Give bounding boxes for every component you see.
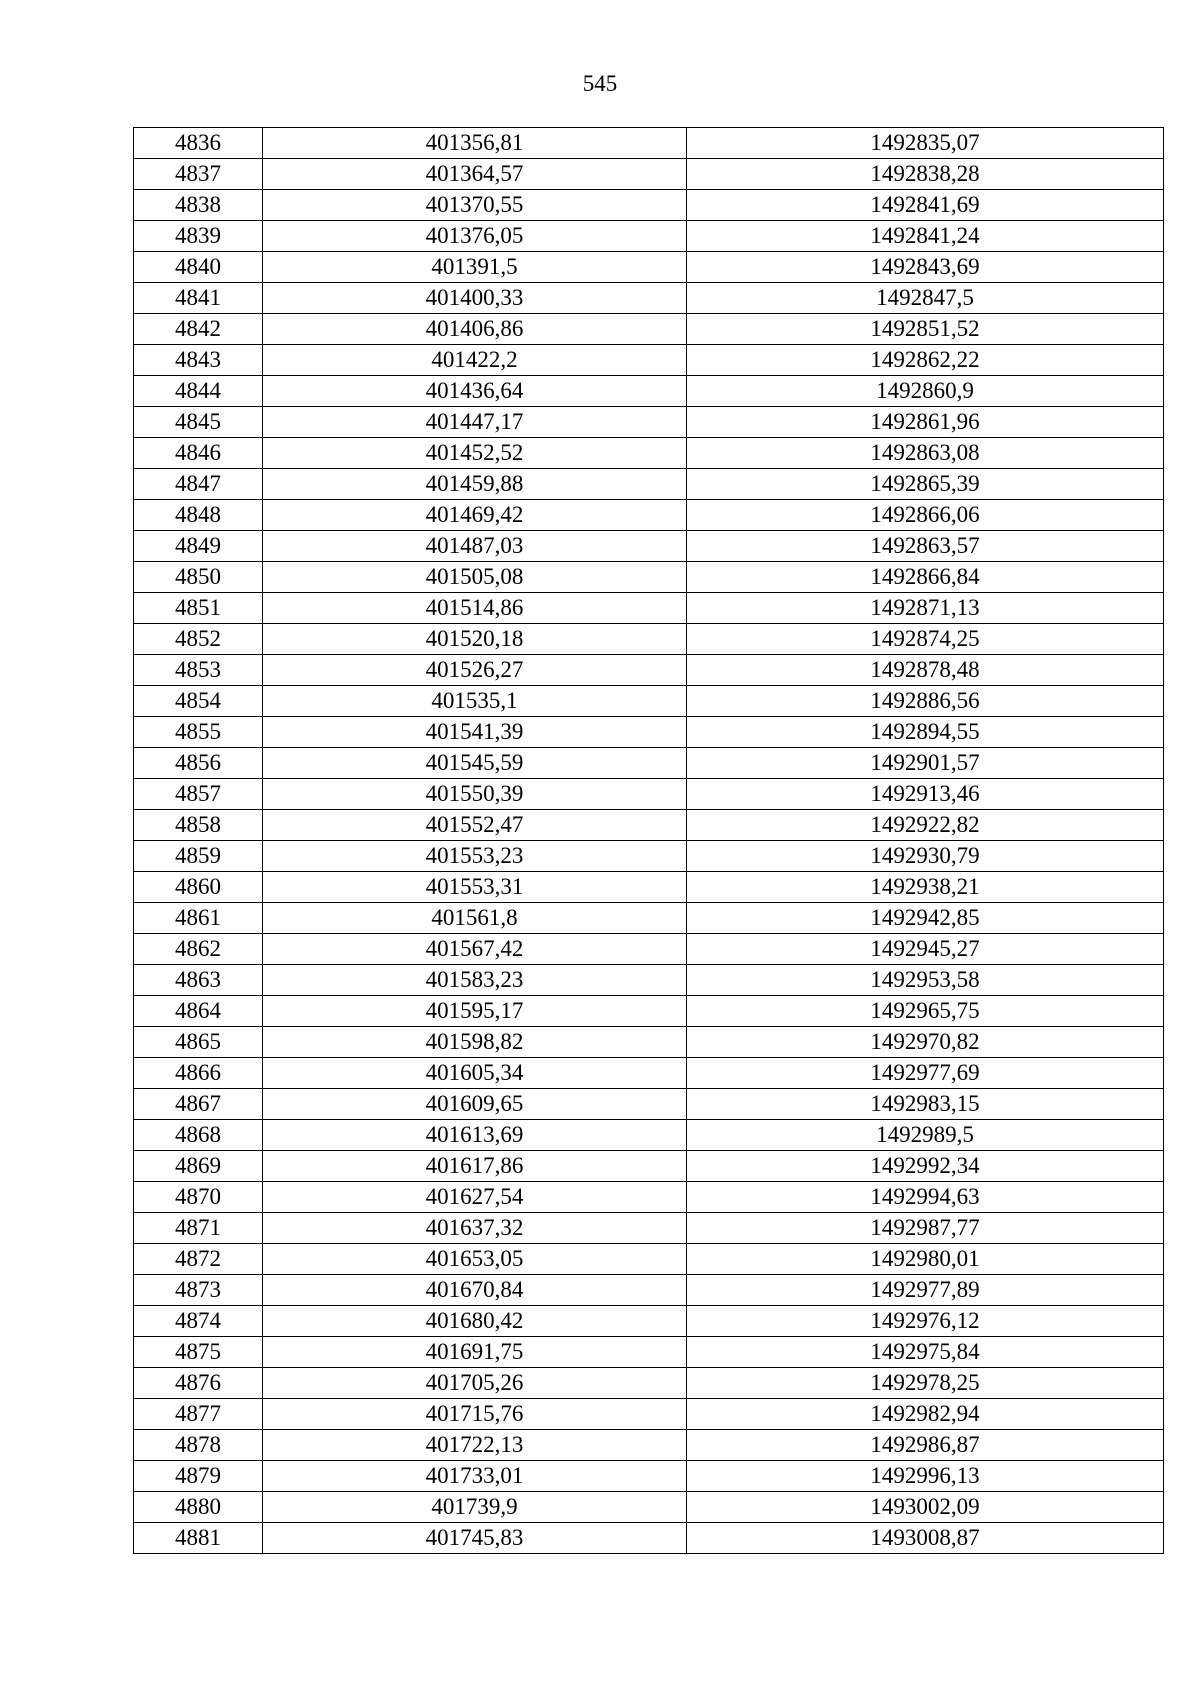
- table-row: [134, 1306, 1164, 1337]
- table-row: [134, 1058, 1164, 1089]
- point-number-cell: 4838: [134, 190, 263, 221]
- y-coordinate-cell: 1492976,12: [687, 1306, 1164, 1337]
- y-coordinate-cell: 1492945,27: [687, 934, 1164, 965]
- table-row: [134, 531, 1164, 562]
- table-row: [134, 221, 1164, 252]
- x-coordinate-cell: 401541,39: [263, 717, 687, 748]
- table-row: [134, 810, 1164, 841]
- table-row: [134, 1182, 1164, 1213]
- point-number-cell: 4854: [134, 686, 263, 717]
- point-number-cell: 4837: [134, 159, 263, 190]
- y-coordinate-cell: 1492894,55: [687, 717, 1164, 748]
- x-coordinate-cell: 401598,82: [263, 1027, 687, 1058]
- y-coordinate-cell: 1492913,46: [687, 779, 1164, 810]
- table-row: [134, 159, 1164, 190]
- table-row: [134, 1120, 1164, 1151]
- x-coordinate-cell: 401469,42: [263, 500, 687, 531]
- y-coordinate-cell: 1492886,56: [687, 686, 1164, 717]
- x-coordinate-cell: 401545,59: [263, 748, 687, 779]
- x-coordinate-cell: 401370,55: [263, 190, 687, 221]
- y-coordinate-cell: 1492866,84: [687, 562, 1164, 593]
- x-coordinate-cell: 401670,84: [263, 1275, 687, 1306]
- y-coordinate-cell: 1492922,82: [687, 810, 1164, 841]
- table-row: [134, 686, 1164, 717]
- x-coordinate-cell: 401567,42: [263, 934, 687, 965]
- point-number-cell: 4876: [134, 1368, 263, 1399]
- x-coordinate-cell: 401617,86: [263, 1151, 687, 1182]
- point-number-cell: 4869: [134, 1151, 263, 1182]
- point-number-cell: 4836: [134, 128, 263, 159]
- table-row: [134, 469, 1164, 500]
- x-coordinate-cell: 401561,8: [263, 903, 687, 934]
- y-coordinate-cell: 1492975,84: [687, 1337, 1164, 1368]
- table-row: [134, 779, 1164, 810]
- point-number-cell: 4852: [134, 624, 263, 655]
- x-coordinate-cell: 401691,75: [263, 1337, 687, 1368]
- x-coordinate-cell: 401609,65: [263, 1089, 687, 1120]
- x-coordinate-cell: 401595,17: [263, 996, 687, 1027]
- point-number-cell: 4866: [134, 1058, 263, 1089]
- point-number-cell: 4873: [134, 1275, 263, 1306]
- table-row: [134, 872, 1164, 903]
- x-coordinate-cell: 401514,86: [263, 593, 687, 624]
- table-row: [134, 934, 1164, 965]
- x-coordinate-cell: 401356,81: [263, 128, 687, 159]
- x-coordinate-cell: 401722,13: [263, 1430, 687, 1461]
- y-coordinate-cell: 1492865,39: [687, 469, 1164, 500]
- point-number-cell: 4851: [134, 593, 263, 624]
- table-row: [134, 717, 1164, 748]
- point-number-cell: 4872: [134, 1244, 263, 1275]
- y-coordinate-cell: 1492838,28: [687, 159, 1164, 190]
- point-number-cell: 4850: [134, 562, 263, 593]
- y-coordinate-cell: 1492835,07: [687, 128, 1164, 159]
- x-coordinate-cell: 401505,08: [263, 562, 687, 593]
- y-coordinate-cell: 1492851,52: [687, 314, 1164, 345]
- y-coordinate-cell: 1492977,69: [687, 1058, 1164, 1089]
- table-row: [134, 190, 1164, 221]
- x-coordinate-cell: 401376,05: [263, 221, 687, 252]
- x-coordinate-cell: 401653,05: [263, 1244, 687, 1275]
- point-number-cell: 4847: [134, 469, 263, 500]
- point-number-cell: 4858: [134, 810, 263, 841]
- table-row: [134, 624, 1164, 655]
- y-coordinate-cell: 1492871,13: [687, 593, 1164, 624]
- y-coordinate-cell: 1493008,87: [687, 1523, 1164, 1554]
- table-row: [134, 996, 1164, 1027]
- point-number-cell: 4881: [134, 1523, 263, 1554]
- point-number-cell: 4849: [134, 531, 263, 562]
- y-coordinate-cell: 1492953,58: [687, 965, 1164, 996]
- y-coordinate-cell: 1492989,5: [687, 1120, 1164, 1151]
- y-coordinate-cell: 1492938,21: [687, 872, 1164, 903]
- page-number: 545: [582, 71, 618, 96]
- point-number-cell: 4853: [134, 655, 263, 686]
- point-number-cell: 4861: [134, 903, 263, 934]
- x-coordinate-cell: 401447,17: [263, 407, 687, 438]
- y-coordinate-cell: 1492843,69: [687, 252, 1164, 283]
- table-row: [134, 252, 1164, 283]
- y-coordinate-cell: 1492874,25: [687, 624, 1164, 655]
- point-number-cell: 4846: [134, 438, 263, 469]
- x-coordinate-cell: 401391,5: [263, 252, 687, 283]
- point-number-cell: 4855: [134, 717, 263, 748]
- table-row: [134, 376, 1164, 407]
- x-coordinate-cell: 401605,34: [263, 1058, 687, 1089]
- y-coordinate-cell: 1492942,85: [687, 903, 1164, 934]
- table-row: [134, 655, 1164, 686]
- table-row: [134, 965, 1164, 996]
- point-number-cell: 4859: [134, 841, 263, 872]
- x-coordinate-cell: 401613,69: [263, 1120, 687, 1151]
- point-number-cell: 4841: [134, 283, 263, 314]
- point-number-cell: 4864: [134, 996, 263, 1027]
- x-coordinate-cell: 401553,23: [263, 841, 687, 872]
- y-coordinate-cell: 1492992,34: [687, 1151, 1164, 1182]
- y-coordinate-cell: 1492994,63: [687, 1182, 1164, 1213]
- point-number-cell: 4857: [134, 779, 263, 810]
- y-coordinate-cell: 1492847,5: [687, 283, 1164, 314]
- point-number-cell: 4878: [134, 1430, 263, 1461]
- table-row: [134, 1430, 1164, 1461]
- y-coordinate-cell: 1492977,89: [687, 1275, 1164, 1306]
- x-coordinate-cell: 401400,33: [263, 283, 687, 314]
- point-number-cell: 4868: [134, 1120, 263, 1151]
- y-coordinate-cell: 1493002,09: [687, 1492, 1164, 1523]
- y-coordinate-cell: 1492878,48: [687, 655, 1164, 686]
- x-coordinate-cell: 401406,86: [263, 314, 687, 345]
- table-row: [134, 1213, 1164, 1244]
- point-number-cell: 4863: [134, 965, 263, 996]
- y-coordinate-cell: 1492862,22: [687, 345, 1164, 376]
- point-number-cell: 4845: [134, 407, 263, 438]
- x-coordinate-cell: 401550,39: [263, 779, 687, 810]
- point-number-cell: 4880: [134, 1492, 263, 1523]
- point-number-cell: 4860: [134, 872, 263, 903]
- y-coordinate-cell: 1492841,24: [687, 221, 1164, 252]
- table-row: [134, 1151, 1164, 1182]
- y-coordinate-cell: 1492863,57: [687, 531, 1164, 562]
- x-coordinate-cell: 401526,27: [263, 655, 687, 686]
- x-coordinate-cell: 401436,64: [263, 376, 687, 407]
- x-coordinate-cell: 401422,2: [263, 345, 687, 376]
- y-coordinate-cell: 1492965,75: [687, 996, 1164, 1027]
- point-number-cell: 4848: [134, 500, 263, 531]
- x-coordinate-cell: 401552,47: [263, 810, 687, 841]
- table-row: [134, 841, 1164, 872]
- x-coordinate-cell: 401733,01: [263, 1461, 687, 1492]
- point-number-cell: 4870: [134, 1182, 263, 1213]
- y-coordinate-cell: 1492986,87: [687, 1430, 1164, 1461]
- table-row: [134, 593, 1164, 624]
- y-coordinate-cell: 1492983,15: [687, 1089, 1164, 1120]
- table-row: [134, 314, 1164, 345]
- table-row: [134, 1399, 1164, 1430]
- x-coordinate-cell: 401680,42: [263, 1306, 687, 1337]
- point-number-cell: 4840: [134, 252, 263, 283]
- table-row: [134, 407, 1164, 438]
- point-number-cell: 4865: [134, 1027, 263, 1058]
- y-coordinate-cell: 1492861,96: [687, 407, 1164, 438]
- table-row: [134, 1027, 1164, 1058]
- x-coordinate-cell: 401637,32: [263, 1213, 687, 1244]
- table-row: [134, 345, 1164, 376]
- point-number-cell: 4871: [134, 1213, 263, 1244]
- x-coordinate-cell: 401459,88: [263, 469, 687, 500]
- y-coordinate-cell: 1492901,57: [687, 748, 1164, 779]
- x-coordinate-cell: 401535,1: [263, 686, 687, 717]
- y-coordinate-cell: 1492930,79: [687, 841, 1164, 872]
- x-coordinate-cell: 401553,31: [263, 872, 687, 903]
- point-number-cell: 4875: [134, 1337, 263, 1368]
- y-coordinate-cell: 1492970,82: [687, 1027, 1164, 1058]
- x-coordinate-cell: 401452,52: [263, 438, 687, 469]
- y-coordinate-cell: 1492980,01: [687, 1244, 1164, 1275]
- x-coordinate-cell: 401705,26: [263, 1368, 687, 1399]
- table-row: [134, 1089, 1164, 1120]
- table-row: [134, 1523, 1164, 1554]
- x-coordinate-cell: 401745,83: [263, 1523, 687, 1554]
- x-coordinate-cell: 401364,57: [263, 159, 687, 190]
- y-coordinate-cell: 1492860,9: [687, 376, 1164, 407]
- x-coordinate-cell: 401627,54: [263, 1182, 687, 1213]
- point-number-cell: 4879: [134, 1461, 263, 1492]
- x-coordinate-cell: 401583,23: [263, 965, 687, 996]
- point-number-cell: 4842: [134, 314, 263, 345]
- table-row: [134, 283, 1164, 314]
- table-row: [134, 748, 1164, 779]
- x-coordinate-cell: 401715,76: [263, 1399, 687, 1430]
- table-row: [134, 1337, 1164, 1368]
- table-row: [134, 500, 1164, 531]
- y-coordinate-cell: 1492863,08: [687, 438, 1164, 469]
- point-number-cell: 4843: [134, 345, 263, 376]
- table-row: [134, 562, 1164, 593]
- table-row: [134, 1368, 1164, 1399]
- table-row: [134, 1275, 1164, 1306]
- table-row: [134, 903, 1164, 934]
- y-coordinate-cell: 1492982,94: [687, 1399, 1164, 1430]
- point-number-cell: 4867: [134, 1089, 263, 1120]
- table-row: [134, 438, 1164, 469]
- point-number-cell: 4839: [134, 221, 263, 252]
- coordinates-table: [133, 127, 1164, 1554]
- table-body: [134, 128, 1164, 1554]
- point-number-cell: 4877: [134, 1399, 263, 1430]
- table-row: [134, 128, 1164, 159]
- x-coordinate-cell: 401520,18: [263, 624, 687, 655]
- y-coordinate-cell: 1492841,69: [687, 190, 1164, 221]
- y-coordinate-cell: 1492996,13: [687, 1461, 1164, 1492]
- x-coordinate-cell: 401739,9: [263, 1492, 687, 1523]
- point-number-cell: 4874: [134, 1306, 263, 1337]
- point-number-cell: 4844: [134, 376, 263, 407]
- y-coordinate-cell: 1492866,06: [687, 500, 1164, 531]
- table-row: [134, 1492, 1164, 1523]
- y-coordinate-cell: 1492987,77: [687, 1213, 1164, 1244]
- table-row: [134, 1461, 1164, 1492]
- table-row: [134, 1244, 1164, 1275]
- point-number-cell: 4862: [134, 934, 263, 965]
- point-number-cell: 4856: [134, 748, 263, 779]
- x-coordinate-cell: 401487,03: [263, 531, 687, 562]
- y-coordinate-cell: 1492978,25: [687, 1368, 1164, 1399]
